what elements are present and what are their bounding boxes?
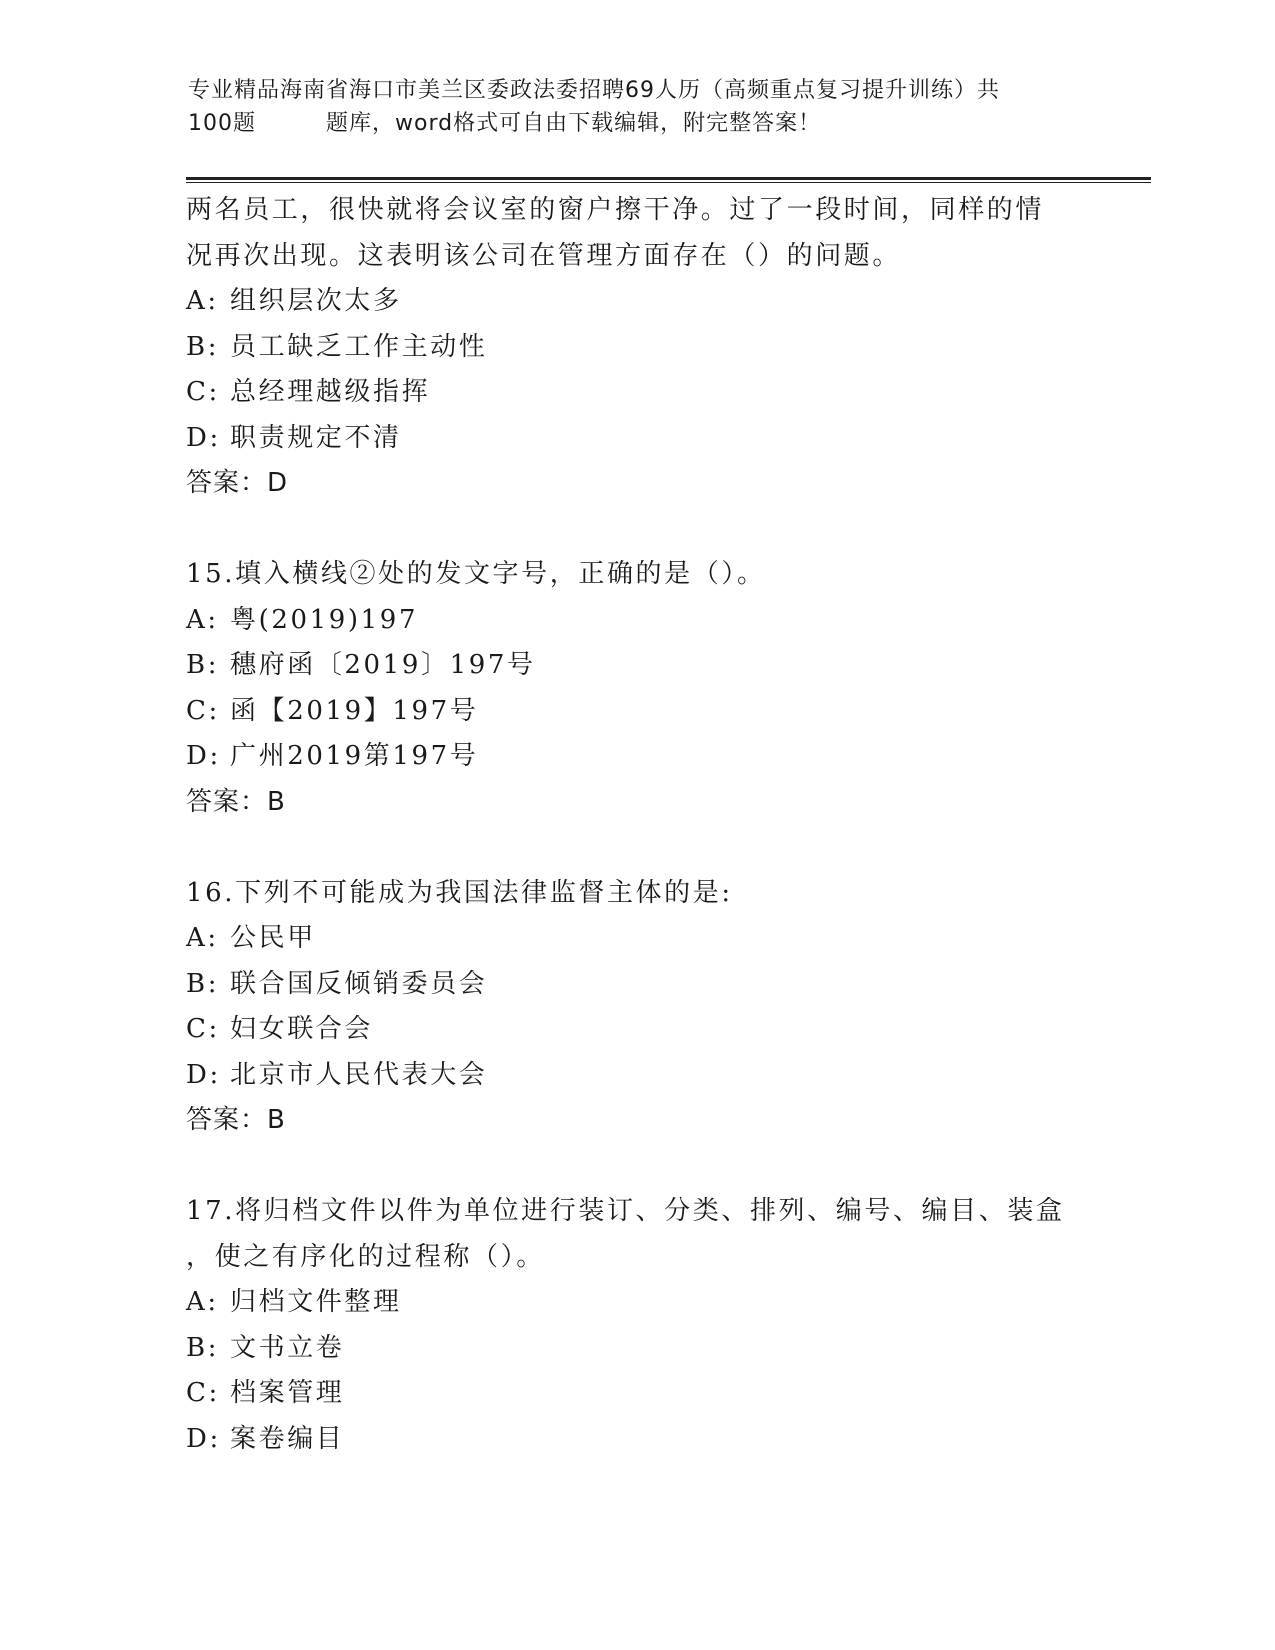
option-text: 妇女联合会 [230, 1014, 374, 1044]
header-title-line-1: 专业精品海南省海口市美兰区委政法委招聘69人历（高频重点复习提升训练）共 [188, 78, 1000, 103]
option-text: 穗府函〔2019〕197号 [230, 650, 536, 680]
header-divider-thin [186, 182, 1151, 183]
header-description: 题库，word格式可自由下载编辑，附完整答案！ [326, 111, 822, 136]
option-key: C: [186, 1014, 220, 1044]
document-header [188, 74, 1088, 140]
option-key: B: [186, 1332, 220, 1363]
option-key: A: [186, 604, 219, 635]
option-b [186, 962, 1086, 1008]
question-list [186, 188, 1086, 1462]
option-text: 文书立卷 [230, 1332, 345, 1363]
option-key: B: [186, 968, 220, 999]
option-b [186, 1326, 1086, 1372]
question-spacer [186, 825, 1086, 871]
option-text: 总经理越级指挥 [230, 377, 431, 407]
option-c [186, 370, 1086, 416]
option-text: 案卷编目 [230, 1423, 345, 1454]
option-d [186, 416, 1086, 462]
option-a [186, 279, 1086, 325]
option-key: B: [186, 650, 220, 680]
option-key: C: [186, 1378, 220, 1408]
option-c [186, 1371, 1086, 1417]
answer-line: 答案：B [186, 1105, 286, 1135]
question-stem: 况再次出现。这表明该公司在管理方面存在（）的问题。 [186, 240, 902, 271]
option-text: 粤(2019)197 [230, 604, 419, 635]
question-stem: ，使之有序化的过程称（）。 [186, 1241, 545, 1272]
option-key: B: [186, 331, 220, 362]
option-b [186, 643, 1086, 689]
option-b [186, 325, 1086, 371]
question-stem: 两名员工，很快就将会议室的窗户擦干净。过了一段时间，同样的情 [186, 195, 1045, 225]
option-key: C: [186, 695, 220, 726]
option-key: D: [186, 422, 221, 453]
option-text: 档案管理 [230, 1378, 345, 1408]
option-text: 组织层次太多 [230, 286, 402, 316]
option-text: 广州2019第197号 [230, 741, 479, 771]
option-text: 公民甲 [230, 923, 316, 953]
question-stem: 16.下列不可能成为我国法律监督主体的是: [186, 877, 733, 908]
option-c [186, 1007, 1086, 1053]
option-key: D: [186, 1423, 221, 1454]
question-spacer [186, 1144, 1086, 1190]
option-key: D: [186, 741, 221, 771]
option-a [186, 916, 1086, 962]
option-text: 归档文件整理 [230, 1287, 402, 1317]
question-stem: 15.填入横线②处的发文字号，正确的是（）。 [186, 559, 766, 589]
option-text: 员工缺乏工作主动性 [230, 331, 488, 362]
question-15 [186, 552, 1086, 825]
option-text: 职责规定不清 [230, 422, 402, 453]
answer-line: 答案：D [186, 468, 289, 498]
option-d [186, 1053, 1086, 1099]
option-a [186, 1280, 1086, 1326]
header-divider-thick [186, 177, 1151, 180]
question-stem: 17.将归档文件以件为单位进行装订、分类、排列、编号、编目、装盒 [186, 1196, 1065, 1226]
question-14 [186, 188, 1086, 507]
option-text: 函【2019】197号 [230, 695, 479, 726]
option-d [186, 1417, 1086, 1463]
option-key: A: [186, 923, 219, 953]
question-16 [186, 871, 1086, 1144]
header-question-count: 100题 [188, 111, 256, 136]
question-spacer [186, 507, 1086, 553]
header-title-line-2 [188, 107, 1088, 140]
option-text: 北京市人民代表大会 [230, 1059, 488, 1090]
option-key: C: [186, 377, 220, 407]
option-key: A: [186, 286, 219, 316]
answer-line: 答案：B [186, 786, 286, 817]
option-key: D: [186, 1059, 221, 1090]
option-c [186, 689, 1086, 735]
option-key: A: [186, 1287, 219, 1317]
question-17 [186, 1189, 1086, 1462]
option-a [186, 598, 1086, 644]
option-d [186, 734, 1086, 780]
option-text: 联合国反倾销委员会 [230, 968, 488, 999]
